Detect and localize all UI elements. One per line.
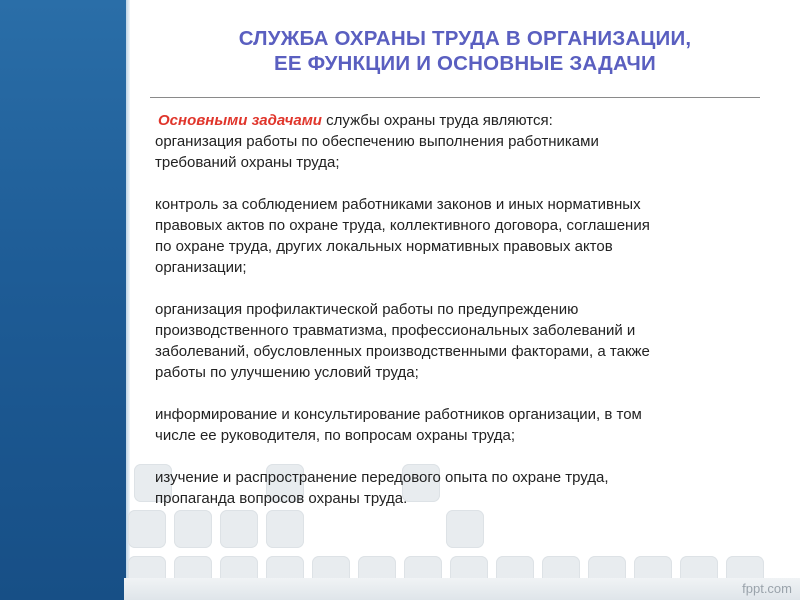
tile bbox=[128, 510, 166, 548]
list-item-continuation: числе ее руководителя, по вопросам охраны труда; bbox=[155, 427, 516, 444]
list-item bbox=[145, 194, 785, 278]
intro-text: службы охраны труда являются: bbox=[321, 112, 553, 129]
tile bbox=[220, 510, 258, 548]
list-item-continuation: правовых актов по охране труда, коллективного договора, соглашения bbox=[155, 217, 650, 234]
list-item-continuation: заболеваний, обусловленных производственными факторами, а также bbox=[155, 343, 650, 360]
title-line-2: ЕЕ ФУНКЦИИ И ОСНОВНЫЕ ЗАДАЧИ bbox=[274, 52, 656, 75]
slide-title bbox=[130, 26, 800, 76]
list-item-first-line bbox=[145, 131, 785, 152]
list-item bbox=[145, 404, 785, 446]
list-item-continuation: пропаганда вопросов охраны труда. bbox=[155, 490, 408, 507]
list-item-text: организация работы по обеспечению выполнения работниками bbox=[155, 133, 599, 150]
tile bbox=[174, 510, 212, 548]
list-item-text: организация профилактической работы по предупреждению bbox=[155, 301, 579, 318]
list-item-text: изучение и распространение передового опыта по охране труда, bbox=[155, 469, 609, 486]
tile bbox=[266, 510, 304, 548]
title-divider bbox=[150, 97, 760, 98]
list-item-continuation: требований охраны труда; bbox=[155, 154, 340, 171]
list-item-first-line bbox=[145, 299, 785, 320]
list-item-text: информирование и консультирование работников организации, в том bbox=[155, 406, 642, 423]
list-item-text: контроль за соблюдением работниками законов и иных нормативных bbox=[155, 196, 641, 213]
list-item bbox=[145, 299, 785, 383]
list-item bbox=[145, 131, 785, 173]
list-item-continuation: по охране труда, других локальных нормативных правовых актов bbox=[155, 238, 613, 255]
list-item-continuation: организации; bbox=[155, 259, 247, 276]
intro-line bbox=[145, 110, 785, 131]
list-item-first-line bbox=[145, 194, 785, 215]
intro-highlight: Основными задачами bbox=[158, 112, 322, 129]
list-item-continuation: работы по улучшению условий труда; bbox=[155, 364, 419, 381]
left-sidebar-band bbox=[0, 0, 126, 600]
list-item-first-line bbox=[145, 467, 785, 488]
task-list bbox=[145, 131, 785, 509]
tile bbox=[446, 510, 484, 548]
list-item bbox=[145, 467, 785, 509]
bottom-band bbox=[124, 578, 800, 600]
slide-body bbox=[145, 110, 785, 509]
footer-logo: fppt.com bbox=[742, 581, 792, 596]
list-item-first-line bbox=[145, 404, 785, 425]
list-item-continuation: производственного травматизма, профессиональных заболеваний и bbox=[155, 322, 636, 339]
title-line-1: СЛУЖБА ОХРАНЫ ТРУДА В ОРГАНИЗАЦИИ, bbox=[238, 27, 692, 50]
